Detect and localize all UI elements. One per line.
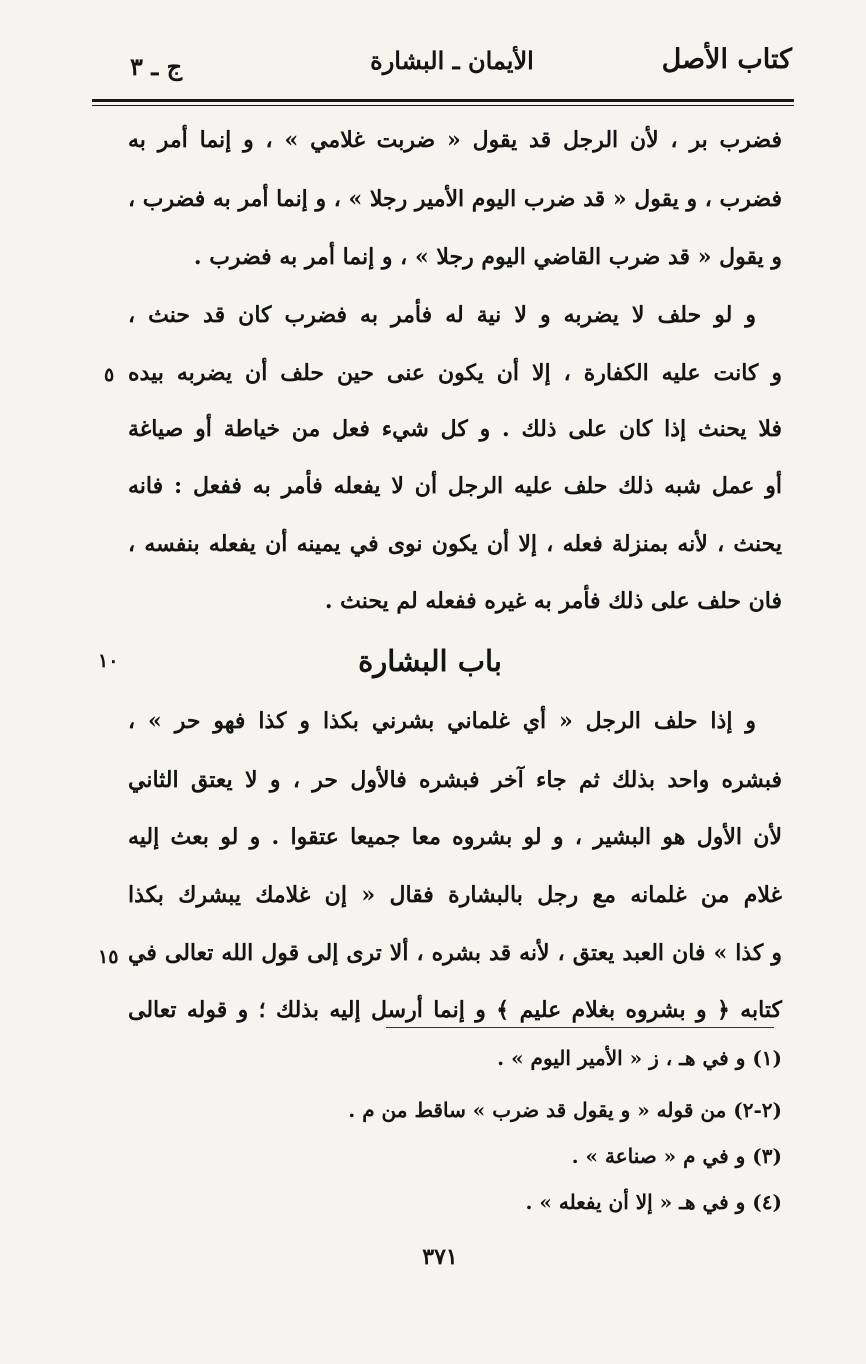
text-line: فضرب ، و يقول « قد ضرب اليوم الأمير رجلا » ، و إنما أمر به فضرب ، — [128, 186, 782, 212]
text-line: أو عمل شبه ذلك حلف عليه الرجل أن لا يفعله فأمر به ففعل : فانه — [128, 473, 782, 499]
volume-number: ج ـ ٣ — [130, 52, 183, 81]
footnote: (٤) و في هـ « إلا أن يفعله » . — [525, 1190, 782, 1214]
text-line: و كذا » فان العبد يعتق ، لأنه قد بشره ، ألا ترى إلى قول الله تعالى في — [128, 940, 782, 966]
text-line: فضرب بر ، لأن الرجل قد يقول « ضربت غلامي » ، و إنما أمر به — [128, 127, 782, 153]
book-title: كتاب الأصل — [661, 44, 792, 75]
text-line: و كانت عليه الكفارة ، إلا أن يكون عنى حين حلف أن يضربه بيده — [128, 360, 782, 386]
section-heading: باب البشارة — [358, 644, 502, 678]
text-line: لأن الأول هو البشير ، و لو بشروه معا جميعا عتقوا . و لو بعث إليه — [128, 824, 782, 850]
text-line: فان حلف على ذلك فأمر به غيره ففعله لم يحنث . — [324, 588, 782, 614]
page-number: ٣٧١ — [422, 1244, 458, 1270]
running-header — [92, 44, 792, 94]
text-line: كتابه ﴿ و بشروه بغلام عليم ﴾ و إنما أرسل إليه بذلك ؛ و قوله تعالى — [128, 997, 782, 1023]
text-line: فلا يحنث إذا كان على ذلك . و كل شيء فعل من خياطة أو صياغة — [128, 416, 782, 442]
text-line: يحنث ، لأنه بمنزلة فعله ، إلا أن يكون نوى في يمينه أن يفعله بنفسه ، — [128, 531, 782, 557]
text-line: غلام من غلمانه مع رجل بالبشارة فقال « إن غلامك يبشرك بكذا — [128, 882, 782, 908]
footnote-separator — [386, 1027, 774, 1028]
text-line: و يقول « قد ضرب القاضي اليوم رجلا » ، و إنما أمر به فضرب . — [193, 244, 782, 270]
margin-line-number: ٥ — [104, 364, 115, 386]
chapter-title: الأيمان ـ البشارة — [370, 46, 534, 75]
footnote: (١) و في هـ ، ز « الأمير اليوم » . — [497, 1046, 782, 1070]
header-rule-thick — [92, 99, 794, 102]
margin-line-number: ١٠ — [98, 650, 119, 672]
text-line: و إذا حلف الرجل « أي غلماني بشرني بكذا و كذا فهو حر » ، — [128, 708, 756, 734]
header-rule-thin — [92, 105, 794, 106]
footnote: (٢-٢) من قوله « و يقول قد ضرب » ساقط من م . — [348, 1098, 782, 1122]
footnote: (٣) و في م « صناعة » . — [571, 1144, 782, 1168]
text-line: فبشره واحد بذلك ثم جاء آخر فبشره فالأول حر ، و لا يعتق الثاني — [128, 767, 782, 793]
margin-line-number: ١٥ — [98, 946, 119, 968]
text-line: و لو حلف لا يضربه و لا نية له فأمر به فضرب كان قد حنث ، — [128, 302, 756, 328]
